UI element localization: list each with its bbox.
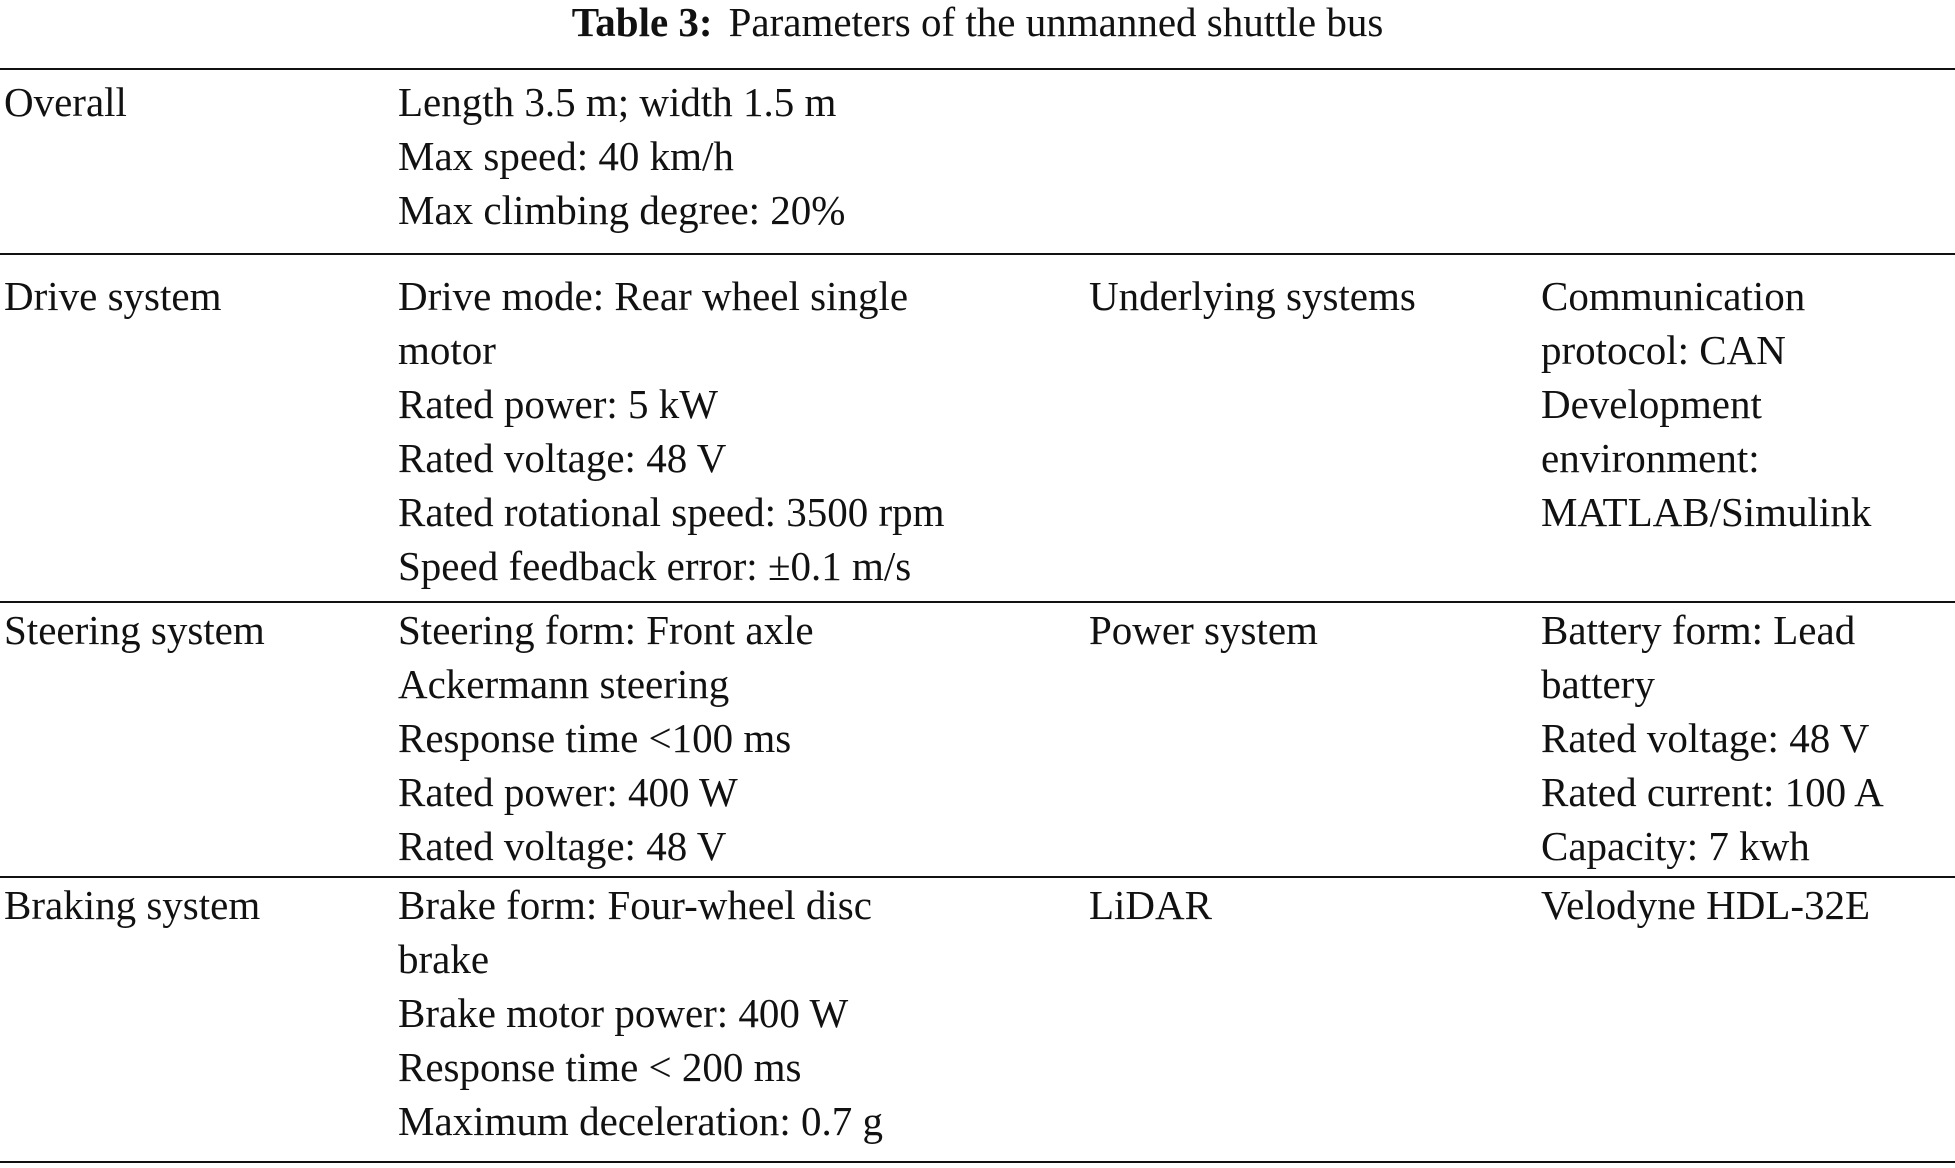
row-overall-params (398, 75, 845, 237)
cell-line: MATLAB/Simulink (1541, 489, 1872, 535)
top-rule (0, 68, 1955, 70)
cell-line: LiDAR (1089, 882, 1212, 928)
cell-line: Communication (1541, 273, 1806, 319)
bottom-rule (0, 1161, 1955, 1163)
row-overall-category (4, 75, 127, 129)
row-steering-params (398, 603, 814, 873)
cell-line: Battery form: Lead (1541, 607, 1856, 653)
cell-line: Braking system (4, 882, 261, 928)
cell-line: Rated voltage: 48 V (398, 823, 727, 869)
cell-line: Rated current: 100 A (1541, 769, 1884, 815)
cell-line: Rated rotational speed: 3500 rpm (398, 489, 945, 535)
row-drive-category (4, 269, 222, 323)
cell-line: motor (398, 327, 496, 373)
row-braking-category (4, 878, 260, 932)
cell-line: Steering system (4, 607, 265, 653)
row-drive-category-2 (1089, 269, 1416, 323)
caption-text: Parameters of the unmanned shuttle bus (728, 0, 1384, 45)
cell-line: protocol: CAN (1541, 327, 1786, 373)
cell-line: Response time <100 ms (398, 715, 792, 761)
cell-line: Ackermann steering (398, 661, 730, 707)
cell-line: brake (398, 936, 490, 982)
cell-line: Rated voltage: 48 V (398, 435, 727, 481)
row-drive-params-2 (1541, 269, 1871, 539)
cell-line: Max speed: 40 km/h (398, 133, 734, 179)
cell-line: Steering form: Front axle (398, 607, 814, 653)
cell-line: battery (1541, 661, 1655, 707)
row-braking-params (398, 878, 883, 1148)
cell-line: Capacity: 7 kwh (1541, 823, 1810, 869)
row-steering-category (4, 603, 265, 657)
cell-line: environment: (1541, 435, 1760, 481)
row-braking-params-2 (1541, 878, 1870, 932)
cell-line: Overall (4, 79, 127, 125)
row-drive-params (398, 269, 945, 593)
cell-line: Underlying systems (1089, 273, 1416, 319)
cell-line: Response time < 200 ms (398, 1044, 802, 1090)
cell-line: Rated power: 400 W (398, 769, 738, 815)
cell-line: Drive mode: Rear wheel single (398, 273, 909, 319)
cell-line: Rated voltage: 48 V (1541, 715, 1870, 761)
cell-line: Maximum deceleration: 0.7 g (398, 1098, 884, 1144)
cell-line: Drive system (4, 273, 222, 319)
cell-line: Development (1541, 381, 1762, 427)
row-divider (0, 253, 1955, 255)
cell-line: Brake form: Four-wheel disc (398, 882, 872, 928)
cell-line: Speed feedback error: ±0.1 m/s (398, 543, 912, 589)
cell-line: Rated power: 5 kW (398, 381, 718, 427)
cell-line: Velodyne HDL-32E (1541, 882, 1871, 928)
row-braking-category-2 (1089, 878, 1212, 932)
cell-line: Length 3.5 m; width 1.5 m (398, 79, 837, 125)
cell-line: Max climbing degree: 20% (398, 187, 846, 233)
row-steering-category-2 (1089, 603, 1318, 657)
table-caption (0, 0, 1955, 44)
row-steering-params-2 (1541, 603, 1884, 873)
cell-line: Brake motor power: 400 W (398, 990, 849, 1036)
caption-label: Table 3: (571, 0, 713, 45)
cell-line: Power system (1089, 607, 1318, 653)
